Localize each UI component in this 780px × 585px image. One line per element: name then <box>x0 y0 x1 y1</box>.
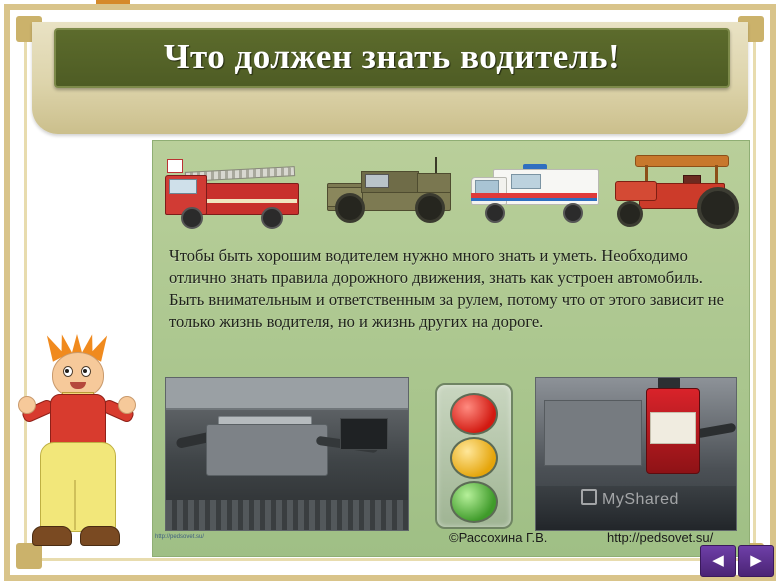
tractor-image <box>611 147 741 239</box>
page-title: Что должен знать водитель! <box>163 37 621 76</box>
wheel <box>415 193 445 223</box>
blue-stripe <box>471 198 597 201</box>
fire-truck-image <box>165 147 305 239</box>
truck-sign <box>167 159 183 173</box>
photo-row <box>153 377 749 553</box>
engine-bay-photo <box>165 377 409 531</box>
wheel <box>485 203 505 223</box>
traffic-light-green-lamp <box>450 481 498 523</box>
battery <box>340 418 388 450</box>
hand <box>18 396 36 414</box>
share-button[interactable] <box>700 545 736 577</box>
cartoon-boy-mascot <box>18 330 136 570</box>
credit-tiny-url: http://pedsovet.su/ <box>155 534 205 540</box>
ambulance-icon <box>471 165 601 223</box>
credits-bar <box>153 528 749 550</box>
body-text-block <box>169 245 735 333</box>
truck-window <box>169 179 197 194</box>
title-plate <box>54 28 730 88</box>
hose <box>696 423 737 439</box>
shoe <box>32 526 72 546</box>
vehicle-window <box>365 174 389 188</box>
traffic-light-icon <box>435 383 513 529</box>
watermark-icon <box>581 489 597 505</box>
rear-wheel <box>697 187 739 229</box>
engine-block <box>544 400 642 466</box>
military-humvee-image <box>323 147 453 239</box>
share-icon: ◀ <box>712 552 724 569</box>
open-hood <box>165 377 409 410</box>
watermark <box>581 489 679 509</box>
humvee-icon <box>323 163 453 225</box>
fire-truck-icon <box>165 161 305 227</box>
oil-bottle-label <box>650 412 696 444</box>
shoe <box>80 526 120 546</box>
next-button[interactable] <box>738 545 774 577</box>
tractor-hood <box>615 181 657 201</box>
radiator-grille <box>166 500 408 530</box>
wheel <box>181 207 203 229</box>
vehicle-illustration-row <box>153 147 749 243</box>
credit-url[interactable]: http://pedsovet.su/ <box>607 530 714 545</box>
traffic-light-red-lamp <box>450 393 498 435</box>
body-paragraph: Чтобы быть хорошим водителем нужно много знать и уметь. Необходимо отлично знать правила дорожного движения, знать как устроен автомобиль. Быть внимательным и ответственным за рулем, потому что от этого зависит не только жизнь водителя, но и жизнь других на дороге. <box>169 246 724 331</box>
content-panel <box>152 140 750 557</box>
shirt <box>50 394 106 448</box>
wheel <box>261 207 283 229</box>
engine-block <box>206 424 328 476</box>
leg-seam <box>74 480 81 530</box>
credit-author: ©Рассохина Г.В. <box>449 530 548 545</box>
front-wheel <box>617 201 643 227</box>
tractor-icon <box>611 155 741 229</box>
vehicle-rear <box>417 173 451 193</box>
hand <box>118 396 136 414</box>
play-icon: ▶ <box>750 552 762 569</box>
ambulance-image <box>471 147 601 239</box>
watermark-text: MyShared <box>602 491 679 508</box>
wheel <box>335 193 365 223</box>
windshield <box>475 180 499 194</box>
wheel <box>563 203 583 223</box>
pupil <box>65 369 69 373</box>
side-window <box>511 174 541 189</box>
traffic-light-yellow-lamp <box>450 437 498 479</box>
pupil <box>83 369 87 373</box>
